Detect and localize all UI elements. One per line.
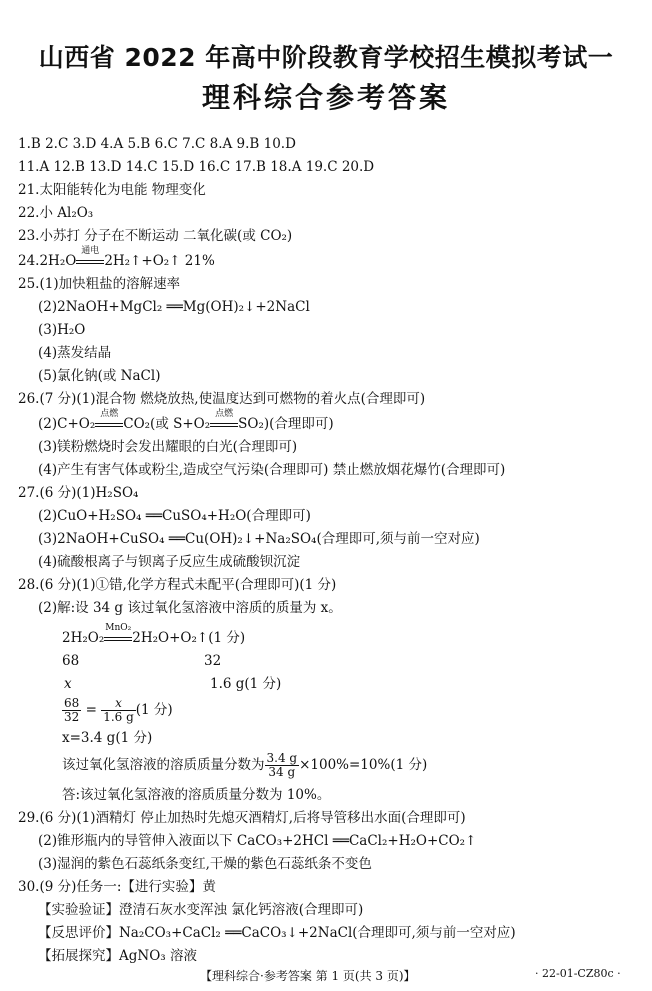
- fraction-numerator: 3.4 g: [266, 751, 298, 765]
- page-footer: 【理科综合·参考答案 第 1 页(共 3 页)】: [200, 969, 416, 983]
- score-note: (1 分): [135, 702, 173, 718]
- answer-line-30-4: 【拓展探究】AgNO₃ 溶液: [38, 948, 197, 964]
- answer-line-29-1: 29.(6 分)(1)酒精灯 停止加热时先熄灭酒精灯,后将导管移出水面(合理即可): [18, 810, 466, 826]
- answer-line-27-2: (2)CuO+H₂SO₄ ══CuSO₄+H₂O(合理即可): [38, 508, 311, 524]
- reaction-condition: MnO₂: [105, 622, 132, 633]
- fraction-x-1.6g: [101, 697, 136, 724]
- fraction-68-32: [62, 697, 81, 724]
- reaction-sign: [104, 622, 132, 645]
- answer-line-26-2: [38, 408, 334, 432]
- answer-line-25-3: (3)H₂O: [38, 322, 86, 338]
- fraction-3.4-34: [265, 752, 300, 779]
- answer-line-25-4: (4)蒸发结晶: [38, 345, 112, 361]
- answer-line-29-3: (3)湿润的紫色石蕊纸条变红,干燥的紫色石蕊纸条不变色: [38, 856, 372, 872]
- eq-24-left: 24.2H₂O: [18, 253, 77, 269]
- percentage-row: [62, 752, 427, 779]
- fraction-denominator: 34 g: [268, 765, 296, 779]
- answer-line-28-2: (2)解:设 34 g 该过氧化氢溶液中溶质的质量为 x。: [38, 600, 342, 616]
- eq-26-right: SO₂)(合理即可): [238, 416, 334, 432]
- fraction-denominator: 1.6 g: [103, 710, 134, 724]
- answer-line-27-4: (4)硫酸根离子与钡离子反应生成硫酸钡沉淀: [38, 554, 301, 570]
- answer-line-1-10: 1.B 2.C 3.D 4.A 5.B 6.C 7.C 8.A 9.B 10.D: [18, 136, 296, 152]
- answer-line-11-20: 11.A 12.B 13.D 14.C 15.D 16.C 17.B 18.A 19.C 20.D: [18, 159, 375, 175]
- answer-line-25-2: (2)2NaOH+MgCl₂ ══Mg(OH)₂↓+2NaCl: [38, 299, 310, 315]
- eq-26-left: (2)C+O₂: [38, 416, 96, 432]
- answer-line-24: [18, 245, 215, 269]
- oxygen-mass: 1.6 g(1 分): [210, 676, 282, 692]
- eq-24-right: 2H₂↑+O₂↑ 21%: [104, 253, 215, 269]
- fraction-numerator: 68: [64, 696, 80, 710]
- fraction-denominator: 32: [64, 710, 80, 724]
- answer-line-26-1: 26.(7 分)(1)混合物 燃烧放热,使温度达到可燃物的着火点(合理即可): [18, 391, 426, 407]
- proportion-row: [62, 697, 173, 724]
- answer-line-27-1: 27.(6 分)(1)H₂SO₄: [18, 485, 139, 501]
- reaction-condition: 点燃: [100, 408, 119, 419]
- eq-26-mid: CO₂(或 S+O₂: [123, 416, 211, 432]
- reaction-condition: 通电: [81, 245, 100, 256]
- ratio-68: 68: [62, 653, 80, 669]
- answer-line-25-5: (5)氯化钠(或 NaCl): [38, 368, 161, 384]
- title-line-2: 理科综合参考答案: [201, 81, 450, 114]
- reaction-sign: [76, 245, 104, 268]
- percentage-label: 该过氧化氢溶液的溶质质量分数为: [62, 757, 265, 773]
- equals-sign: =: [85, 702, 97, 718]
- percentage-result: ×100%=10%(1 分): [299, 757, 428, 773]
- reaction-condition: 点燃: [215, 408, 234, 419]
- answer-line-28-1: 28.(6 分)(1)①错,化学方程式未配平(合理即可)(1 分): [18, 577, 337, 593]
- answer-line-30-2: 【实验验证】澄清石灰水变浑浊 氯化钙溶液(合理即可): [38, 902, 364, 918]
- answer-line-30-3: 【反思评价】Na₂CO₃+CaCl₂ ══CaCO₃↓+2NaCl(合理即可,须与前一空对应): [38, 925, 516, 941]
- answer-line-23: 23.小苏打 分子在不断运动 二氧化碳(或 CO₂): [18, 228, 293, 244]
- answer-line-27-3: (3)2NaOH+CuSO₄ ══Cu(OH)₂↓+Na₂SO₄(合理即可,须与前一空对应): [38, 531, 480, 547]
- ratio-32: 32: [204, 653, 222, 669]
- answer-line-21: 21.太阳能转化为电能 物理变化: [18, 182, 206, 198]
- answer-line-29-2: (2)锥形瓶内的导管伸入液面以下 CaCO₃+2HCl ══CaCl₂+H₂O+CO₂↑: [38, 833, 477, 849]
- answer-line-28-final: 答:该过氧化氢溶液的溶质质量分数为 10%。: [62, 787, 331, 803]
- fraction-numerator: x: [101, 697, 136, 711]
- answer-line-30-1: 30.(9 分)任务一:【进行实验】黄: [18, 879, 216, 895]
- reaction-sign: [210, 408, 238, 431]
- answer-line-26-4: (4)产生有害气体或粉尘,造成空气污染(合理即可) 禁止燃放烟花爆竹(合理即可): [38, 462, 506, 478]
- eq-28-left: 2H₂O₂: [62, 630, 105, 646]
- eq-28-right: 2H₂O+O₂↑(1 分): [132, 630, 246, 646]
- x-value: x=3.4 g(1 分): [62, 730, 153, 746]
- answer-line-28-equation: [62, 622, 246, 646]
- answer-line-25-1: 25.(1)加快粗盐的溶解速率: [18, 276, 181, 292]
- title-line-1: 山西省 2022 年高中阶段教育学校招生模拟考试一: [38, 43, 614, 72]
- reaction-sign: [95, 408, 123, 431]
- answer-line-26-3: (3)镁粉燃烧时会发出耀眼的白光(合理即可): [38, 439, 298, 455]
- unknown-x: x: [64, 676, 72, 692]
- document-code: · 22-01-CZ80c ·: [535, 967, 621, 980]
- answer-line-22: 22.小 Al₂O₃: [18, 205, 94, 221]
